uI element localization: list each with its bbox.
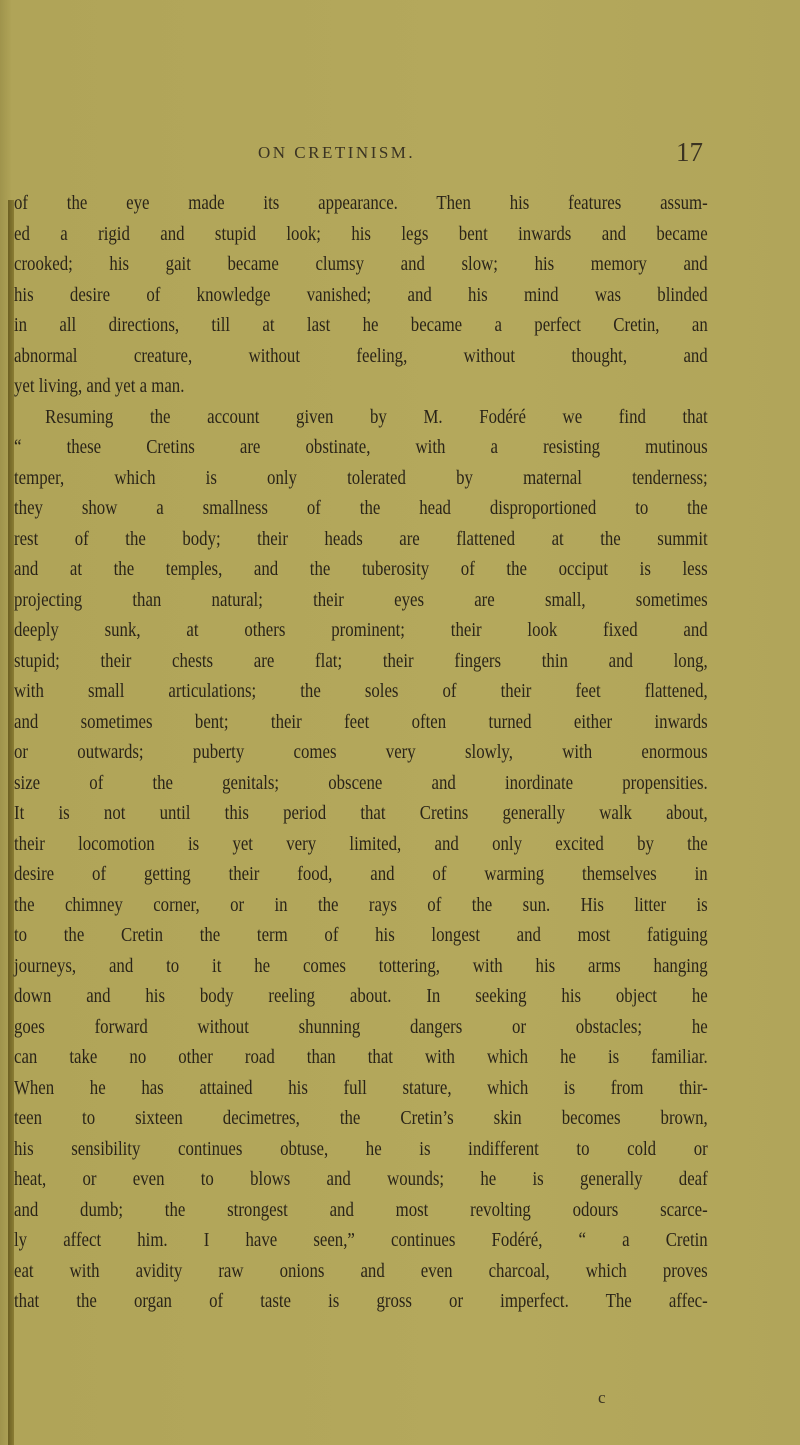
text-line: with small articulations; the soles of their feet flattened, [14,680,708,702]
text-line: temper, which is only tolerated by maternal tenderness; [14,466,708,489]
text-line: eat with avidity raw onions and even charcoal, which proves [14,1259,708,1282]
text-line: can take no other road than that with which he is familiar. [14,1046,708,1068]
text-line: his sensibility continues obtuse, he is indifferent to cold or [14,1137,708,1160]
text-line: heat, or even to blows and wounds; he is generally deaf [14,1168,708,1190]
text-line: rest of the body; their heads are flattened at the summit [14,527,708,550]
text-line: and at the temples, and the tuberosity of the occiput is less [14,558,708,580]
body-text [14,188,708,1317]
text-line: they show a smallness of the head disproportioned to the [14,497,708,519]
text-line: and dumb; the strongest and most revolting odours scarce- [14,1198,708,1221]
text-line: projecting than natural; their eyes are small, sometimes [14,588,708,611]
text-line: in all directions, till at last he became a perfect Cretin, an [14,314,708,336]
text-line: or outwards; puberty comes very slowly, with enormous [14,741,708,763]
text-line: When he has attained his full stature, which is from thir- [14,1076,708,1099]
page-number: 17 [676,137,703,167]
text-line: stupid; their chests are flat; their fingers thin and long, [14,649,708,672]
text-line: ed a rigid and stupid look; his legs bent inwards and became [14,222,708,245]
text-line: crooked; his gait became clumsy and slow; his memory and [14,253,708,275]
text-line: yet living, and yet a man. [14,375,185,397]
running-title: ON CRETINISM. [258,143,416,162]
text-line: the chimney corner, or in the rays of the sun. His litter is [14,893,708,916]
paragraph-start-line: Resuming the account given by M. Fodéré we find that [45,405,708,428]
text-line: that the organ of taste is gross or imperfect. The affec- [14,1290,708,1312]
text-line: It is not until this period that Cretins generally walk about, [14,802,708,824]
text-line: goes forward without shunning dangers or obstacles; he [14,1015,708,1038]
text-line: down and his body reeling about. In seeking his object he [14,985,708,1007]
text-line: size of the genitals; obscene and inordinate propensities. [14,771,708,794]
text-line: deeply sunk, at others prominent; their look fixed and [14,619,708,641]
text-line: of the eye made its appearance. Then his features assum- [14,192,708,214]
page-header [0,137,800,169]
text-line: ly affect him. I have seen,” continues Fodéré, “ a Cretin [14,1229,708,1251]
text-line: “ these Cretins are obstinate, with a resisting mutinous [14,436,708,458]
signature-mark: c [598,1388,606,1407]
text-line: their locomotion is yet very limited, and only excited by the [14,832,708,855]
text-line: journeys, and to it he comes tottering, with his arms hanging [14,954,708,977]
text-line: abnormal creature, without feeling, without thought, and [14,344,708,367]
text-line: to the Cretin the term of his longest and most fatiguing [14,924,708,946]
text-line: and sometimes bent; their feet often turned either inwards [14,710,708,733]
text-line: desire of getting their food, and of warming themselves in [14,863,708,885]
text-line: teen to sixteen decimetres, the Cretin’s skin becomes brown, [14,1107,708,1129]
text-line: his desire of knowledge vanished; and his mind was blinded [14,283,708,306]
